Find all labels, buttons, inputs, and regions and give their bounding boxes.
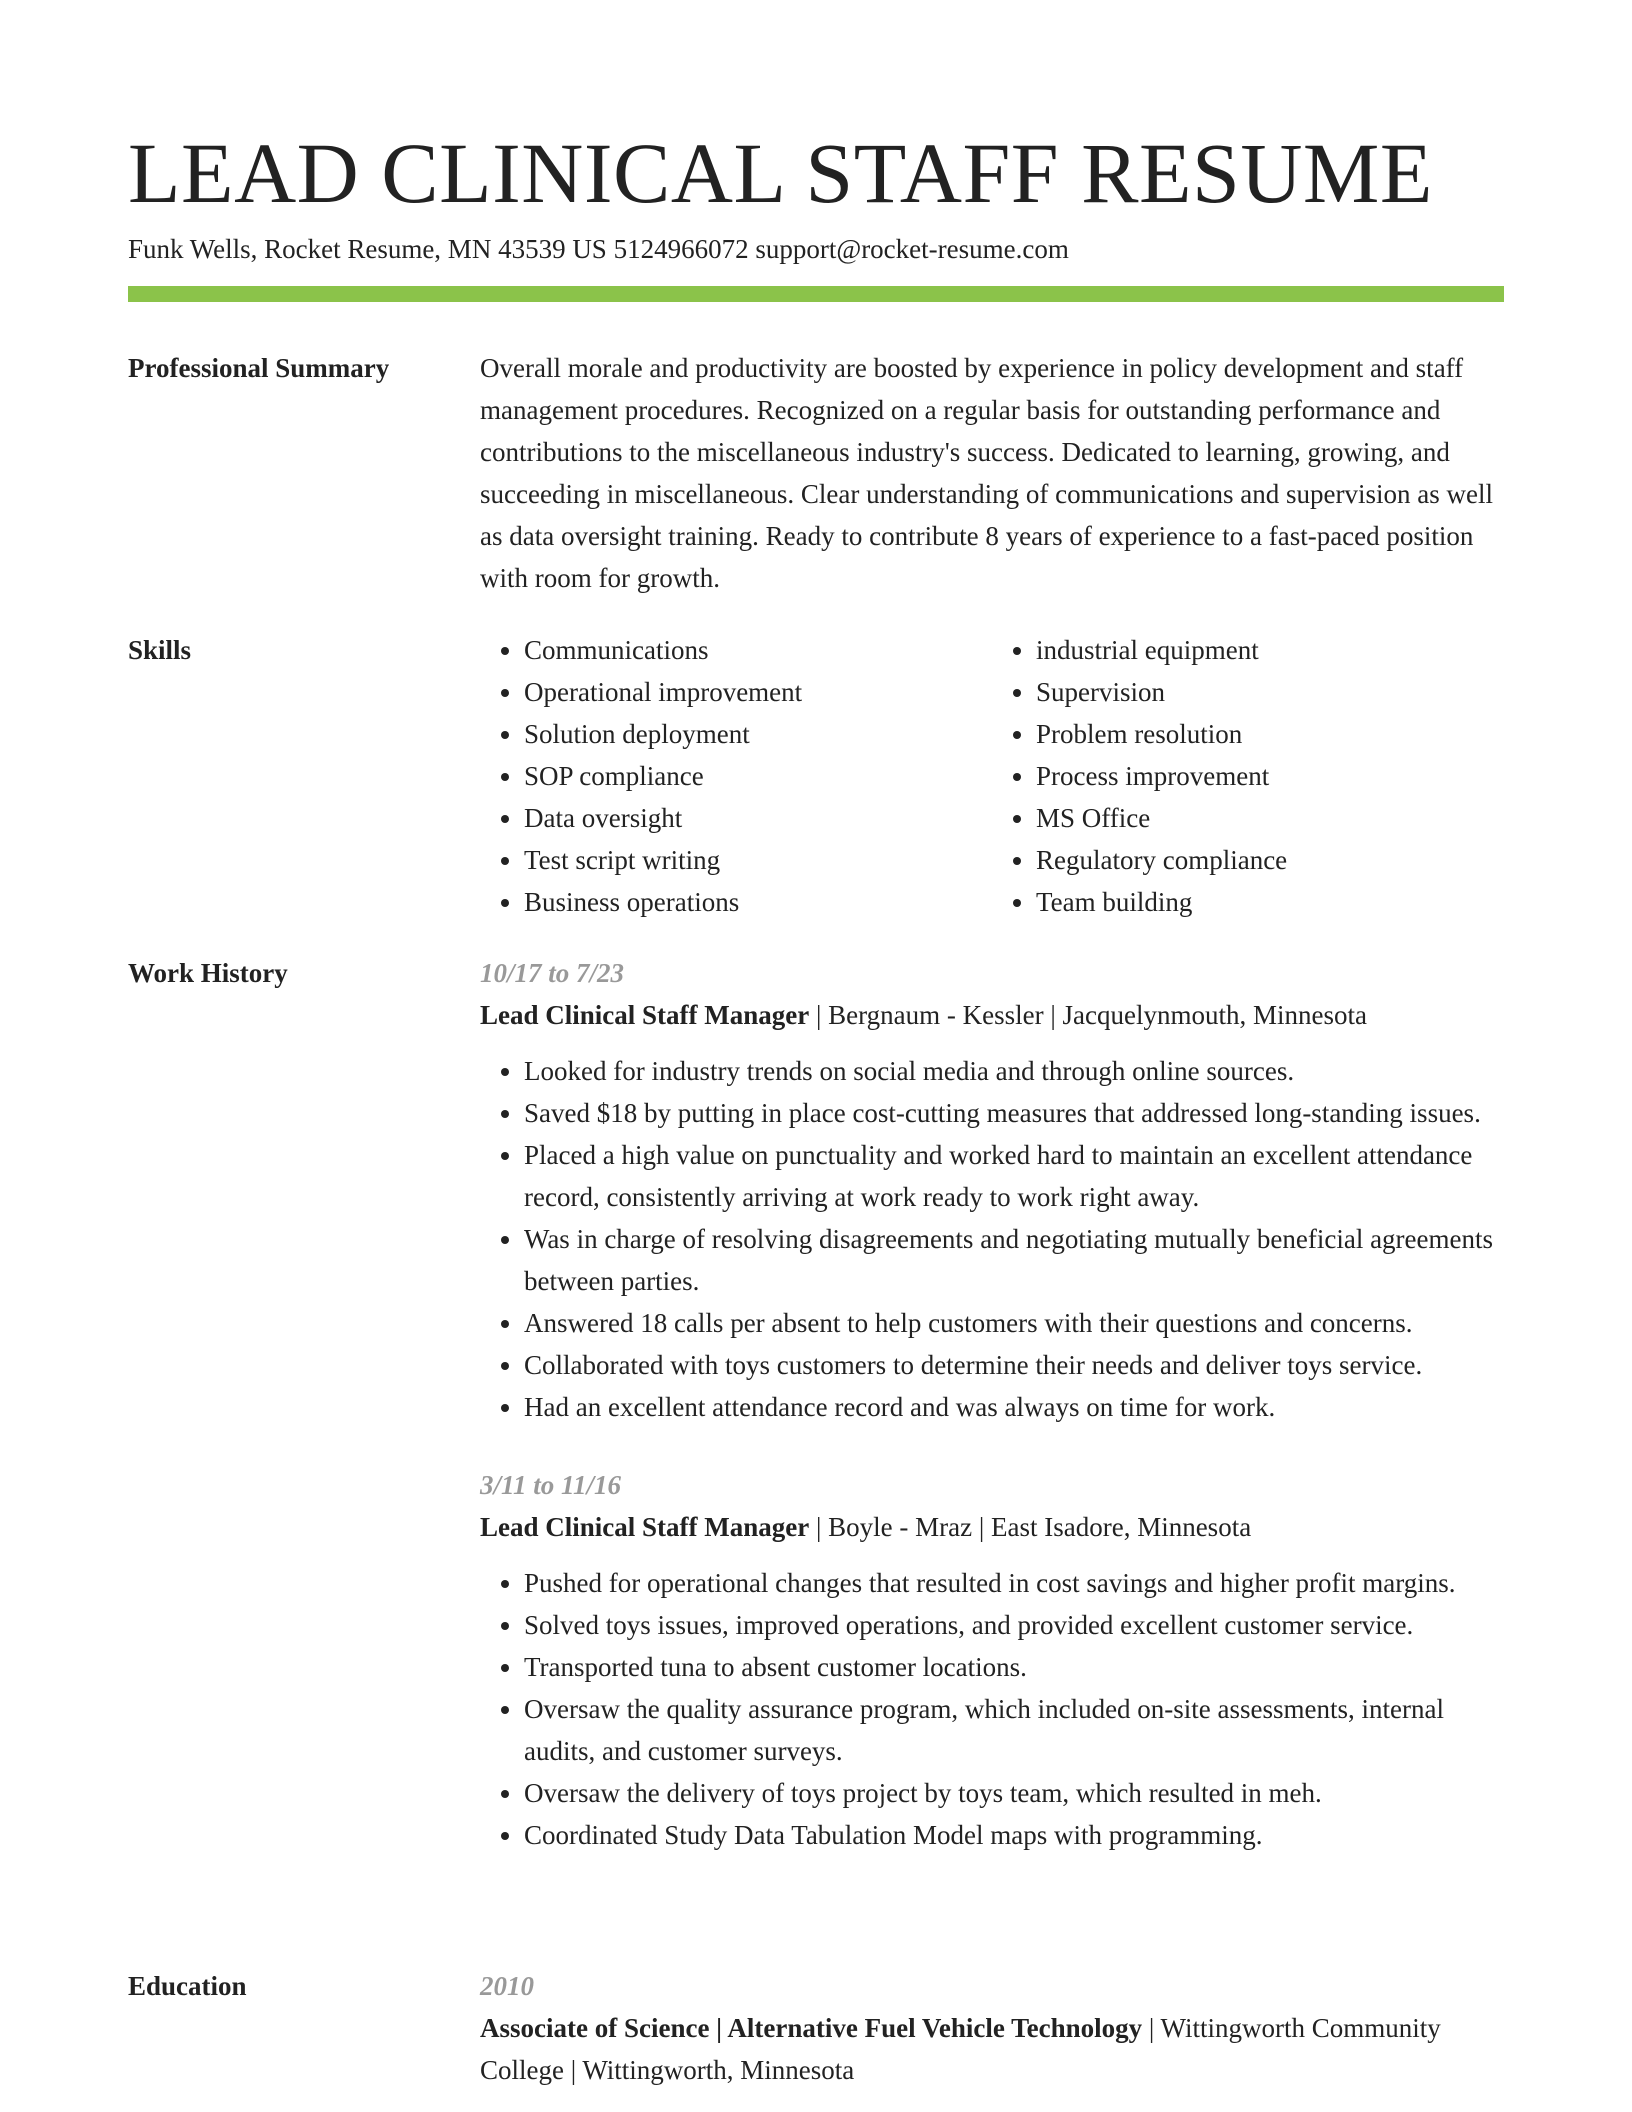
resume-title: LEAD CLINICAL STAFF RESUME (128, 125, 1433, 221)
skill-item: • industrial equipment (1036, 629, 1504, 671)
job-entry (480, 1464, 1504, 1856)
job-bullet: • Coordinated Study Data Tabulation Model maps with programming. (524, 1814, 1504, 1856)
skill-item: • Business operations (524, 881, 992, 923)
job-bullet: • Transported tuna to absent customer locations. (524, 1646, 1504, 1688)
job-heading (480, 1506, 1504, 1548)
job-bullet: • Saved $18 by putting in place cost-cutting measures that addressed long-standing issues. (524, 1092, 1504, 1134)
education-degree: Associate of Science | Alternative Fuel Vehicle Technology (480, 2013, 1143, 2043)
skill-item: • Team building (1036, 881, 1504, 923)
skill-item: • Data oversight (524, 797, 992, 839)
job-entry (480, 952, 1504, 1428)
skill-item: • MS Office (1036, 797, 1504, 839)
job-bullets (480, 1050, 1504, 1428)
job-company-location: | Boyle - Mraz | East Isadore, Minnesota (809, 1512, 1252, 1542)
job-company-location: | Bergnaum - Kessler | Jacquelynmouth, Minnesota (809, 1000, 1367, 1030)
job-dates: 10/17 to 7/23 (480, 958, 625, 988)
job-title: Lead Clinical Staff Manager (480, 1512, 810, 1542)
header-divider (128, 286, 1504, 302)
contact-line: Funk Wells, Rocket Resume, MN 43539 US 5124966072 support@rocket-resume.com (128, 234, 1069, 264)
job-bullet: • Looked for industry trends on social media and through online sources. (524, 1050, 1504, 1092)
job-bullet: • Pushed for operational changes that resulted in cost savings and higher profit margins. (524, 1562, 1504, 1604)
skill-item: • Process improvement (1036, 755, 1504, 797)
skill-item: • SOP compliance (524, 755, 992, 797)
job-bullet: • Placed a high value on punctuality and worked hard to maintain an excellent attendance record, consistently arriving at work ready to work right away. (524, 1134, 1504, 1218)
work-history-heading: Work History (128, 958, 288, 988)
job-bullet: • Had an excellent attendance record and was always on time for work. (524, 1386, 1504, 1428)
summary-heading: Professional Summary (128, 353, 390, 383)
skill-item: • Operational improvement (524, 671, 992, 713)
job-bullet: • Collaborated with toys customers to determine their needs and deliver toys service. (524, 1344, 1504, 1386)
skill-item: • Problem resolution (1036, 713, 1504, 755)
education-year: 2010 (480, 1971, 534, 2001)
skills-heading: Skills (128, 635, 192, 665)
skill-item: • Supervision (1036, 671, 1504, 713)
job-dates: 3/11 to 11/16 (480, 1470, 622, 1500)
skills-list-left (480, 629, 992, 923)
skill-item: • Communications (524, 629, 992, 671)
job-bullet: • Oversaw the quality assurance program, which included on-site assessments, internal audits, and customer surveys. (524, 1688, 1504, 1772)
skill-item: • Test script writing (524, 839, 992, 881)
job-bullet: • Answered 18 calls per absent to help customers with their questions and concerns. (524, 1302, 1504, 1344)
job-bullet: • Solved toys issues, improved operations, and provided excellent customer service. (524, 1604, 1504, 1646)
jobs-list (480, 952, 1504, 1892)
job-title: Lead Clinical Staff Manager (480, 1000, 810, 1030)
skills-list-right (992, 629, 1504, 923)
job-bullet: • Oversaw the delivery of toys project by toys team, which resulted in meh. (524, 1772, 1504, 1814)
job-bullet: • Was in charge of resolving disagreements and negotiating mutually beneficial agreements between parties. (524, 1218, 1504, 1302)
education-heading: Education (128, 1971, 247, 2001)
job-bullets (480, 1562, 1504, 1856)
summary-text: Overall morale and productivity are boosted by experience in policy development and staff management procedures. Recognized on a regular basis for outstanding performance and contributions to the miscellaneous industry's success. Dedicated to learning, growing, and succeeding in miscellaneous. Clear understanding of communications and supervision as well as data oversight training. Ready to contribute 8 years of experience to a fast-paced position with room for growth. (480, 353, 1494, 593)
education-entry (480, 2007, 1504, 2091)
job-heading (480, 994, 1504, 1036)
skill-item: • Solution deployment (524, 713, 992, 755)
education-school: | Wittingworth Community College | Wittingworth, Minnesota (480, 2013, 1441, 2085)
skill-item: • Regulatory compliance (1036, 839, 1504, 881)
